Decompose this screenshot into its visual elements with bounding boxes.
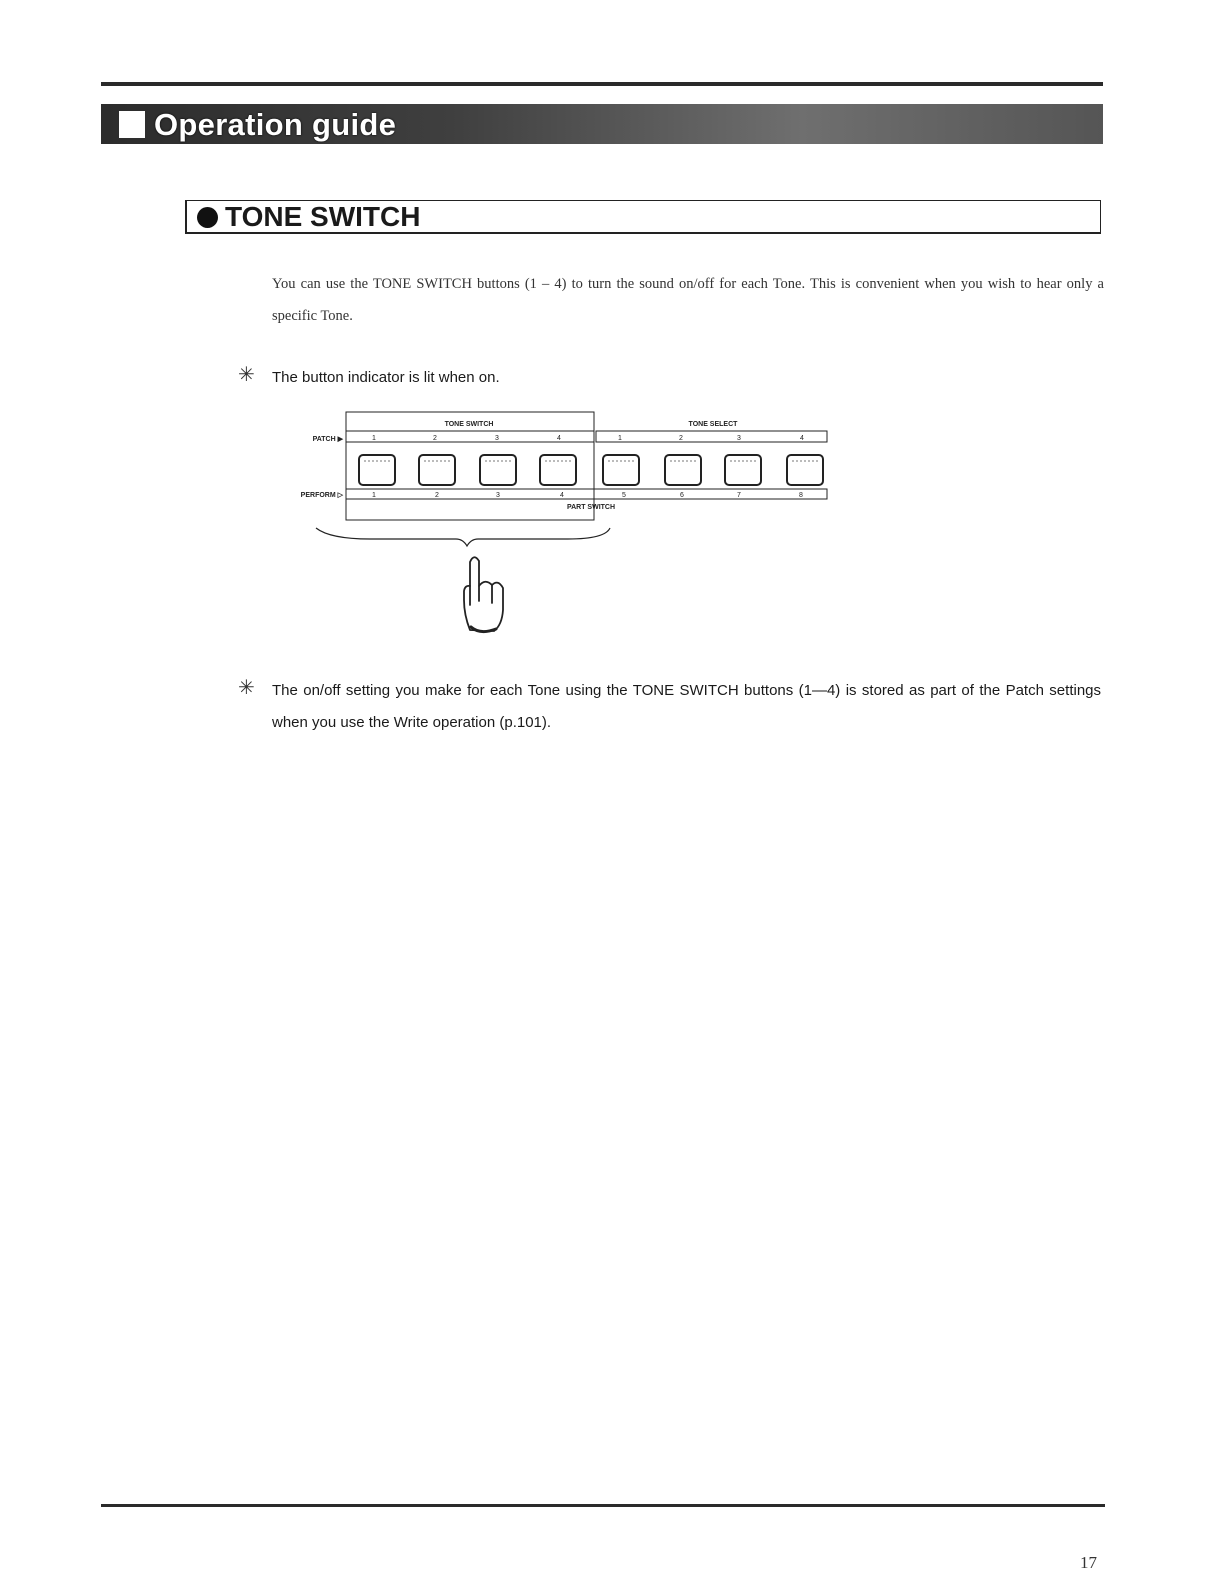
bottom-number-3: 3 bbox=[496, 492, 500, 499]
top-number-7: 3 bbox=[737, 435, 741, 442]
note-write-operation bbox=[238, 675, 1108, 739]
tone-switch-button-3 bbox=[480, 455, 516, 485]
patch-label: PATCH ▶ bbox=[312, 436, 343, 443]
bottom-number-5: 5 bbox=[622, 492, 626, 499]
intro-paragraph: You can use the TONE SWITCH buttons (1 – 4) to turn the sound on/off for each Tone. This is convenient when you wish to hear only a specific Tone. bbox=[272, 276, 1104, 324]
top-number-6: 2 bbox=[679, 435, 683, 442]
bottom-number-8: 8 bbox=[799, 492, 803, 499]
subsection-heading bbox=[185, 200, 1101, 234]
tone-switch-label: TONE SWITCH bbox=[444, 421, 494, 428]
tone-switch-button-1 bbox=[359, 455, 395, 485]
tone-switch-button-4 bbox=[540, 455, 576, 485]
asterisk-icon: ✳ bbox=[238, 364, 255, 386]
note-text: The on/off setting you make for each Tone using the TONE SWITCH buttons (1—4) is stored as part of the Patch settings when you use the Write operation (p.101). bbox=[272, 682, 1101, 731]
tone-select-button-3 bbox=[725, 455, 761, 485]
note-text: The button indicator is lit when on. bbox=[272, 369, 500, 386]
perform-label: PERFORM ▷ bbox=[300, 492, 343, 499]
top-number-8: 4 bbox=[800, 435, 804, 442]
top-number-3: 3 bbox=[495, 435, 499, 442]
bottom-rule bbox=[101, 1504, 1105, 1507]
perform-number-strip bbox=[346, 489, 827, 499]
bottom-number-4: 4 bbox=[560, 492, 564, 499]
top-number-4: 4 bbox=[557, 435, 561, 442]
part-switch-label: PART SWITCH bbox=[566, 504, 616, 511]
bottom-number-6: 6 bbox=[680, 492, 684, 499]
tone-select-number-strip bbox=[596, 431, 827, 442]
tone-select-button-2 bbox=[665, 455, 701, 485]
subsection-title: TONE SWITCH bbox=[225, 201, 421, 232]
tone-select-label: TONE SELECT bbox=[688, 421, 738, 428]
top-number-5: 1 bbox=[618, 435, 622, 442]
bottom-number-2: 2 bbox=[435, 492, 439, 499]
page-number: 17 bbox=[1080, 1553, 1097, 1572]
section-title: Operation guide bbox=[154, 107, 397, 142]
circle-bullet-icon bbox=[197, 207, 218, 228]
note-indicator bbox=[238, 362, 1108, 394]
tone-select-button-1 bbox=[603, 455, 639, 485]
tone-switch-button-2 bbox=[419, 455, 455, 485]
top-rule bbox=[101, 82, 1103, 86]
square-bullet-icon bbox=[119, 111, 145, 138]
grouping-brace bbox=[316, 528, 610, 546]
top-number-1: 1 bbox=[372, 435, 376, 442]
section-header-bar bbox=[101, 104, 1103, 144]
bottom-number-1: 1 bbox=[372, 492, 376, 499]
top-number-2: 2 bbox=[433, 435, 437, 442]
bottom-number-7: 7 bbox=[737, 492, 741, 499]
tone-switch-panel-diagram bbox=[280, 405, 840, 645]
tone-select-button-4 bbox=[787, 455, 823, 485]
asterisk-icon: ✳ bbox=[238, 677, 255, 699]
pointing-hand-icon bbox=[464, 557, 503, 631]
